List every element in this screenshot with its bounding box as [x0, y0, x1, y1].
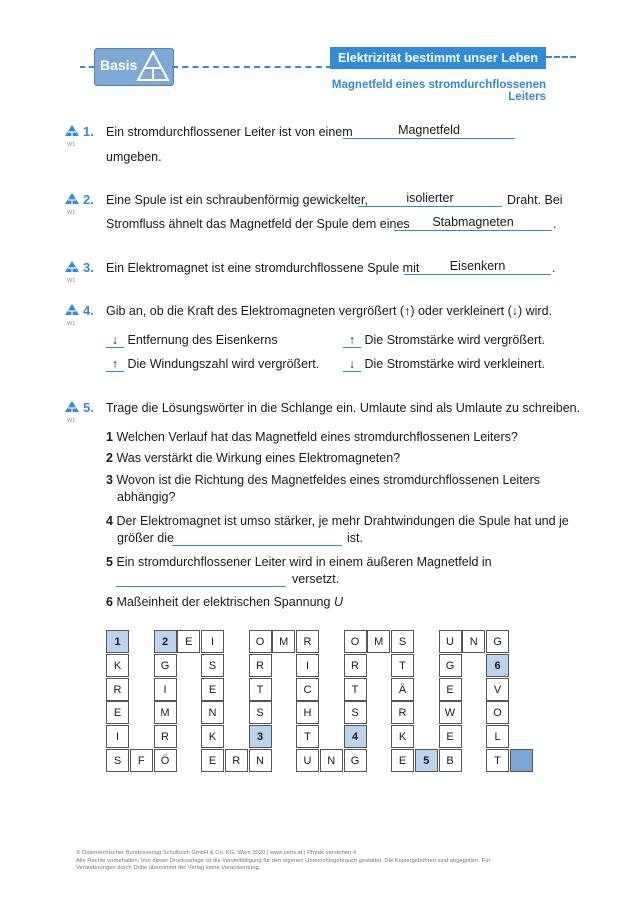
footer-disclaimer: Veränderungen durch Dritte übernimmt der Verlag keine Verantwortung. — [76, 865, 261, 871]
grid-cell[interactable]: U — [296, 749, 319, 772]
grid-cell[interactable]: R — [225, 749, 248, 772]
footer — [76, 850, 566, 873]
grid-cell[interactable]: N — [201, 701, 224, 724]
grid-cell[interactable]: I — [201, 630, 224, 653]
grid-cell[interactable]: W — [439, 701, 462, 724]
task-1-text-2: umgeben. — [106, 150, 162, 164]
task-level-icon — [64, 192, 80, 216]
question-5-end: versetzt. — [292, 572, 340, 586]
grid-cell[interactable]: C — [296, 678, 319, 701]
grid-cell[interactable]: G — [154, 654, 177, 677]
grid-cell[interactable]: R — [344, 654, 367, 677]
grid-cell[interactable]: N — [249, 749, 272, 772]
task-2-text: Eine Spule ist ein schraubenförmig gewickelter, — [106, 193, 368, 207]
grid-cell[interactable]: S — [391, 630, 414, 653]
grid-cell[interactable]: T — [296, 725, 319, 748]
grid-cell[interactable]: H — [296, 701, 319, 724]
grid-cell[interactable]: M — [154, 701, 177, 724]
grid-cell[interactable]: 1 — [106, 630, 129, 653]
task-2-number: 2. — [83, 192, 94, 207]
task-3-answer[interactable]: Eisenkern — [404, 259, 551, 275]
question-2: 2 Was verstärkt die Wirkung eines Elektromagneten? — [106, 451, 401, 465]
grid-cell[interactable]: E — [439, 678, 462, 701]
grid-cell[interactable]: G — [344, 749, 367, 772]
task-4-item-1: ↓ Entfernung des Eisenkerns — [106, 333, 278, 348]
grid-cell[interactable]: I — [106, 725, 129, 748]
grid-cell[interactable]: 6 — [486, 654, 509, 677]
grid-cell[interactable]: E — [201, 678, 224, 701]
task-2-answer-1[interactable]: isolierter — [358, 191, 502, 207]
grid-cell[interactable]: F — [130, 749, 153, 772]
grid-cell[interactable]: T — [344, 678, 367, 701]
page-title: Elektrizität bestimmt unser Leben — [330, 47, 546, 69]
task-1-number: 1. — [83, 124, 94, 139]
task-2-text-b: Draht. Bei — [507, 193, 563, 207]
grid-cell[interactable]: E — [201, 749, 224, 772]
task-5-number: 5. — [83, 400, 94, 415]
task-level-icon — [64, 260, 80, 284]
grid-cell[interactable]: S — [106, 749, 129, 772]
task-4-item-3: ↑ Die Windungszahl wird vergrößert. — [106, 357, 319, 372]
arrow-answer[interactable]: ↓ — [343, 357, 361, 372]
header-dash-right — [546, 56, 576, 58]
grid-cell[interactable]: V — [486, 678, 509, 701]
grid-cell[interactable]: S — [344, 701, 367, 724]
grid-cell[interactable]: Ä — [391, 678, 414, 701]
task-5-text: Trage die Lösungswörter in die Schlange ein. Umlaute sind als Umlaute zu schreiben. — [106, 401, 581, 415]
task-4-item-4: ↓ Die Stromstärke wird verkleinert. — [343, 357, 545, 372]
grid-cell[interactable]: K — [391, 725, 414, 748]
grid-cell[interactable]: R — [296, 630, 319, 653]
grid-cell[interactable]: I — [296, 654, 319, 677]
grid-cell[interactable]: O — [344, 630, 367, 653]
grid-cell[interactable]: R — [106, 678, 129, 701]
question-1: 1 Welchen Verlauf hat das Magnetfeld eines stromdurchflossenen Leiters? — [106, 430, 518, 444]
arrow-answer[interactable]: ↓ — [106, 333, 124, 348]
question-4: 4 Der Elektromagnet ist umso stärker, je mehr Drahtwindungen die Spule hat und je — [106, 514, 569, 528]
question-3: 3 Wovon ist die Richtung des Magnetfeldes eines stromdurchflossenen Leiters — [106, 473, 541, 487]
grid-cell[interactable]: S — [249, 701, 272, 724]
grid-cell[interactable]: O — [486, 701, 509, 724]
grid-cell[interactable]: G — [439, 654, 462, 677]
grid-cell[interactable]: 3 — [249, 725, 272, 748]
task-1-answer[interactable]: Magnetfeld — [343, 123, 515, 139]
task-level-label: W1 — [67, 418, 76, 424]
grid-cell[interactable]: I — [154, 678, 177, 701]
grid-cell[interactable]: R — [154, 725, 177, 748]
grid-cell[interactable]: T — [391, 654, 414, 677]
grid-cell[interactable]: G — [486, 630, 509, 653]
grid-cell[interactable]: N — [320, 749, 343, 772]
grid-cell[interactable]: T — [249, 678, 272, 701]
task-level-icon — [64, 400, 80, 424]
grid-cell[interactable]: S — [201, 654, 224, 677]
footer-rights: Alle Rechte vorbehalten. Von dieser Druckvorlage ist die Vervielfältigung für den eigenen Unterrichtsgebrauch gestattet. Die Kopiergebühren sind abgegolten. Für — [76, 857, 491, 864]
grid-cell[interactable]: 4 — [344, 725, 367, 748]
task-level-label: W1 — [67, 210, 76, 216]
task-4-text: Gib an, ob die Kraft des Elektromagneten vergrößert (↑) oder verkleinert (↓) wird. — [106, 304, 553, 318]
grid-cell[interactable]: B — [439, 749, 462, 772]
header-dash-left — [80, 66, 94, 68]
question-4-blank[interactable] — [172, 530, 342, 546]
task-3-number: 3. — [83, 260, 94, 275]
task-2-answer-2[interactable]: Stabmagneten — [394, 215, 552, 231]
grid-cell[interactable]: 2 — [154, 630, 177, 653]
question-5: 5 Ein stromdurchflossener Leiter wird in einem äußeren Magnetfeld in — [106, 555, 492, 569]
header-dash-mid — [172, 66, 332, 68]
task-4-number: 4. — [83, 303, 94, 318]
question-3-cont: abhängig? — [117, 490, 176, 504]
task-2-text-2: Stromfluss ähnelt das Magnetfeld der Spule dem eines — [106, 217, 410, 231]
triangle-logo-icon — [136, 50, 170, 82]
grid-cell[interactable]: E — [391, 749, 414, 772]
logo-label: Basis — [100, 57, 138, 73]
grid-cell[interactable]: M — [272, 630, 295, 653]
grid-cell[interactable]: R — [249, 654, 272, 677]
grid-cell[interactable]: N — [462, 630, 485, 653]
grid-cell[interactable]: R — [391, 701, 414, 724]
grid-cell[interactable]: E — [439, 725, 462, 748]
page-subtitle: Magnetfeld eines stromdurchflossenen Leiters — [331, 79, 546, 103]
task-2-period: . — [553, 217, 557, 231]
grid-cell[interactable]: K — [201, 725, 224, 748]
task-4-item-2: ↑ Die Stromstärke wird vergrößert. — [343, 333, 545, 348]
task-3-text: Ein Elektromagnet ist eine stromdurchflossene Spule mit — [106, 261, 420, 275]
task-3-period: . — [552, 261, 556, 275]
task-level-label: W1 — [67, 278, 76, 284]
arrow-answer[interactable]: ↑ — [106, 357, 124, 372]
grid-cell[interactable]: K — [106, 654, 129, 677]
grid-cell[interactable]: M — [367, 630, 390, 653]
grid-cell[interactable]: 5 — [415, 749, 438, 772]
grid-end-cell — [510, 749, 533, 772]
grid-cell[interactable]: E — [106, 701, 129, 724]
arrow-answer[interactable]: ↑ — [343, 333, 361, 348]
task-1-text: Ein stromdurchflossener Leiter ist von einem — [106, 125, 353, 139]
question-4-end: ist. — [347, 531, 363, 545]
task-level-icon — [64, 303, 80, 327]
grid-cell[interactable]: L — [486, 725, 509, 748]
grid-cell[interactable]: T — [486, 749, 509, 772]
task-level-label: W1 — [67, 142, 76, 148]
grid-cell[interactable]: U — [439, 630, 462, 653]
grid-cell[interactable]: E — [177, 630, 200, 653]
task-level-icon — [64, 124, 80, 148]
question-6: 6 Maßeinheit der elektrischen Spannung U — [106, 595, 343, 609]
question-5-blank[interactable] — [116, 571, 286, 587]
question-4-cont: größer die — [117, 531, 174, 545]
task-level-label: W1 — [67, 321, 76, 327]
footer-copyright: © Österreichischer Bundesverlag Schulbuch GmbH & Co. KG, Wien 2020 | www.oebv.at | Physik verstehen 4 — [76, 850, 357, 856]
grid-cell[interactable]: O — [249, 630, 272, 653]
grid-cell[interactable]: Ö — [154, 749, 177, 772]
